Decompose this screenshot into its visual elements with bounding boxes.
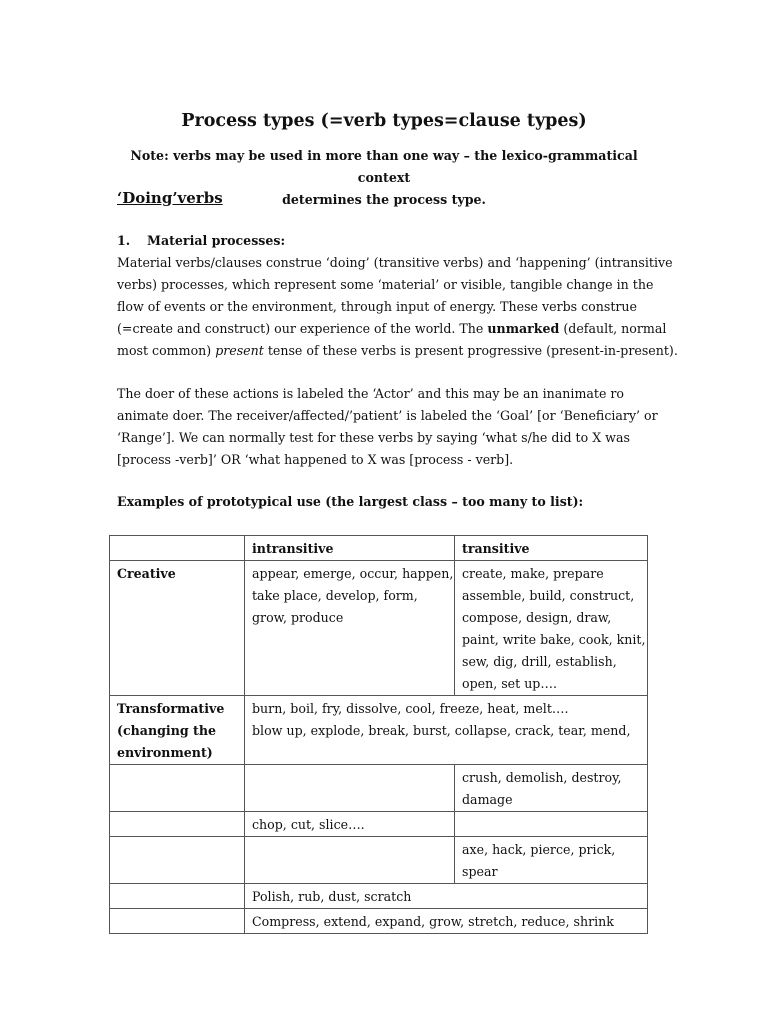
text-run: (=create and construct) our experience of the world. The [117, 321, 488, 336]
verb-types-table [109, 535, 648, 934]
paragraph-line [117, 318, 667, 340]
paragraph-line: animate doer. The receiver/affected/’patient’ is labeled the ‘Goal’ [or ‘Beneficiary’ or [117, 408, 658, 423]
crush-transitive-cell [455, 765, 648, 812]
empty-cell [110, 909, 245, 934]
cell-line: blow up, explode, break, burst, collapse, crack, tear, mend, [252, 723, 631, 738]
empty-cell [245, 765, 455, 812]
cell-line: axe, hack, pierce, prick, [462, 842, 616, 857]
item-heading [117, 233, 285, 248]
row-label-creative: Creative [110, 561, 245, 696]
cell-line: (changing the [117, 723, 217, 738]
cell-line: grow, produce [252, 610, 344, 625]
paragraph-actor-goal [117, 383, 657, 471]
header-transitive: transitive [455, 536, 648, 561]
empty-cell [110, 765, 245, 812]
table-row-compress [110, 909, 648, 934]
table-row-transformative [110, 696, 648, 765]
empty-cell [245, 837, 455, 884]
empty-cell [110, 884, 245, 909]
text-run: most common) [117, 343, 216, 358]
table-header-row [110, 536, 648, 561]
cell-line: damage [462, 792, 513, 807]
cell-line: create, make, prepare [462, 566, 604, 581]
cell-line: assemble, build, construct, [462, 588, 635, 603]
cell-line: compose, design, draw, [462, 610, 612, 625]
bold-term: unmarked [487, 321, 560, 336]
header-intransitive: intransitive [245, 536, 455, 561]
table-row-axe [110, 837, 648, 884]
table-row-polish [110, 884, 648, 909]
item-label: Material processes: [147, 233, 286, 248]
paragraph-line: flow of events or the environment, through input of energy. These verbs construe [117, 299, 637, 314]
chop-intransitive-cell: chop, cut, slice…. [245, 812, 455, 837]
cell-line: appear, emerge, occur, happen, [252, 566, 454, 581]
creative-intransitive-cell [245, 561, 455, 696]
text-run: tense of these verbs is present progressive (present-in-present). [263, 343, 678, 358]
examples-heading: Examples of prototypical use (the largest class – too many to list): [117, 494, 584, 509]
empty-cell [455, 812, 648, 837]
empty-cell [110, 837, 245, 884]
axe-transitive-cell [455, 837, 648, 884]
text-run: (default, normal [559, 321, 667, 336]
cell-line: Transformative [117, 701, 225, 716]
cell-line: open, set up…. [462, 676, 557, 691]
paragraph-material-verbs [117, 252, 678, 362]
transformative-merged-cell [245, 696, 648, 765]
table-row-crush [110, 765, 648, 812]
cell-line: crush, demolish, destroy, [462, 770, 622, 785]
cell-line: paint, write bake, cook, knit, [462, 632, 646, 647]
row-label-transformative [110, 696, 245, 765]
cell-line: sew, dig, drill, establish, [462, 654, 617, 669]
cell-line: environment) [117, 745, 213, 760]
section-heading: ‘Doing’verbs [117, 189, 223, 207]
cell-line: spear [462, 864, 498, 879]
page-title: Process types (=verb types=clause types) [181, 111, 587, 131]
creative-transitive-cell [455, 561, 648, 696]
paragraph-line: [process -verb]’ OR ‘what happened to X was [process - verb]. [117, 452, 514, 467]
italic-term: present [215, 343, 264, 358]
polish-merged-cell: Polish, rub, dust, scratch [245, 884, 648, 909]
cell-line: take place, develop, form, [252, 588, 418, 603]
empty-cell [110, 812, 245, 837]
note-line-2: determines the process type. [282, 192, 486, 207]
paragraph-line: verbs) processes, which represent some ‘material’ or visible, tangible change in the [117, 277, 654, 292]
paragraph-line: ‘Range’]. We can normally test for these verbs by saying ‘what s/he did to X was [117, 430, 630, 445]
cell-line: burn, boil, fry, dissolve, cool, freeze, heat, melt…. [252, 701, 569, 716]
note-line-1: Note: verbs may be used in more than one way – the lexico-grammatical context [130, 148, 638, 185]
table-row-creative [110, 561, 648, 696]
table-row-chop [110, 812, 648, 837]
paragraph-line: Material verbs/clauses construe ‘doing’ (transitive verbs) and ‘happening’ (intransitive [117, 255, 673, 270]
paragraph-line: The doer of these actions is labeled the ‘Actor’ and this may be an inanimate ro [117, 386, 625, 401]
paragraph-line [117, 340, 678, 362]
item-number: 1. [117, 233, 131, 248]
header-cell-empty [110, 536, 245, 561]
compress-merged-cell: Compress, extend, expand, grow, stretch, reduce, shrink [245, 909, 648, 934]
